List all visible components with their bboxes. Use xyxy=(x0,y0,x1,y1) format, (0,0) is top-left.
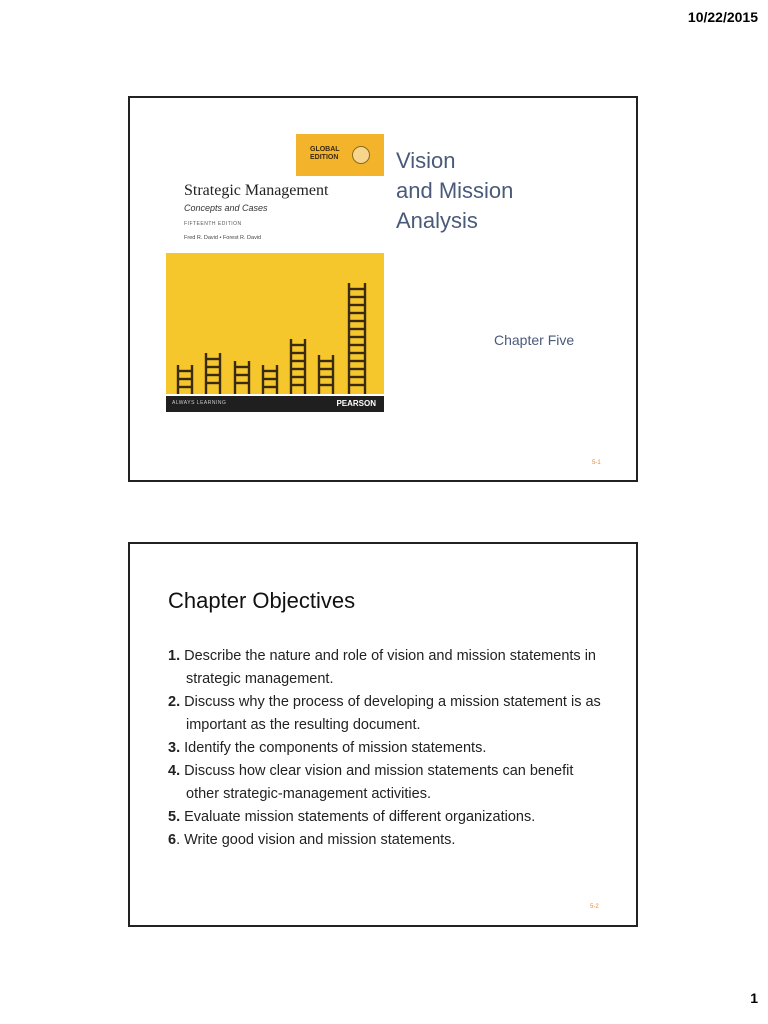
book-edition: FIFTEENTH EDITION xyxy=(184,221,242,227)
objective-item xyxy=(168,760,608,806)
objective-number: 3. xyxy=(168,740,181,756)
slide-2-number: 5-2 xyxy=(590,904,599,910)
objective-item xyxy=(168,645,608,691)
slide-1-title xyxy=(396,146,626,236)
slide-1-number: 5-1 xyxy=(592,460,601,466)
objective-item xyxy=(168,806,608,829)
book-footer-tagline: ALWAYS LEARNING xyxy=(172,400,227,406)
objective-text: Identify the components of mission statements. xyxy=(180,740,487,756)
book-authors: Fred R. David • Forest R. David xyxy=(184,235,262,241)
objective-text: Discuss how clear vision and mission statements can benefit other strategic-management activities. xyxy=(180,763,574,802)
title-line-3: Analysis xyxy=(396,208,478,233)
objective-text: . Write good vision and mission statements. xyxy=(176,832,456,848)
objective-text: Evaluate mission statements of different organizations. xyxy=(180,809,536,825)
ladders-illustration xyxy=(166,253,384,394)
objective-number: 2. xyxy=(168,694,181,710)
badge-line-2: EDITION xyxy=(310,154,339,161)
title-line-1: Vision xyxy=(396,148,456,173)
objective-item xyxy=(168,691,608,737)
badge-line-1: GLOBAL xyxy=(310,146,340,153)
objective-item xyxy=(168,737,608,760)
globe-icon xyxy=(352,146,370,164)
page-date: 10/22/2015 xyxy=(687,9,758,25)
title-line-2: and Mission xyxy=(396,178,514,203)
objective-item xyxy=(168,829,608,852)
objective-number: 6 xyxy=(168,832,177,848)
ladders-image xyxy=(166,253,384,394)
objective-text: Discuss why the process of developing a mission statement is as important as the resulting document. xyxy=(180,694,601,733)
objectives-list xyxy=(168,645,608,852)
book-cover xyxy=(166,134,384,412)
book-subtitle: Concepts and Cases xyxy=(184,203,268,213)
slide-2 xyxy=(128,542,638,927)
objective-text: Describe the nature and role of vision and mission statements in strategic management. xyxy=(180,648,596,687)
page-number: 1 xyxy=(750,990,758,1006)
book-title: Strategic Management xyxy=(184,182,329,199)
slide-1 xyxy=(128,96,638,482)
slide-2-heading: Chapter Objectives xyxy=(168,588,356,613)
slide-1-subtitle: Chapter Five xyxy=(494,332,575,348)
publisher-logo: PEARSON xyxy=(336,399,376,408)
objective-number: 4. xyxy=(168,763,181,779)
book-footer-bar xyxy=(166,396,384,412)
objective-number: 5. xyxy=(168,809,181,825)
objective-number: 1. xyxy=(168,648,181,664)
